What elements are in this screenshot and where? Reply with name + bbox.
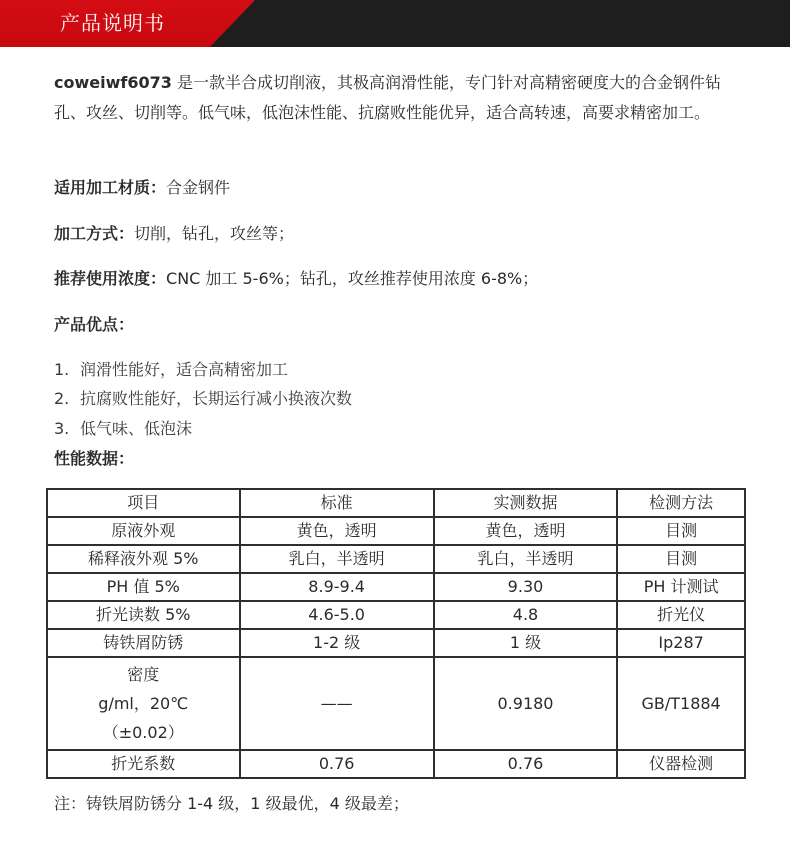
table-row	[47, 601, 745, 629]
table-cell: 黄色，透明	[434, 517, 617, 545]
table-row	[47, 517, 745, 545]
concentration-line	[54, 268, 538, 290]
concentration-label: 推荐使用浓度：	[54, 269, 167, 288]
table-cell: 折光仪	[617, 601, 745, 629]
performance-table	[46, 488, 746, 779]
table-cell: 0.76	[240, 750, 434, 778]
table-cell: 铸铁屑防锈	[47, 629, 240, 657]
density-item-cell	[47, 657, 240, 750]
table-cell: 目测	[617, 545, 745, 573]
method-value: 切削，钻孔，攻丝等；	[134, 224, 295, 243]
footnote: 注：铸铁屑防锈分 1-4 级，1 级最优，4 级最差；	[54, 794, 409, 813]
table-row	[47, 629, 745, 657]
density-tolerance: （±0.02）	[102, 723, 184, 742]
performance-label: 性能数据：	[54, 449, 135, 468]
table-cell: 9.30	[434, 573, 617, 601]
table-cell: PH 值 5%	[47, 573, 240, 601]
advantages-label: 产品优点：	[54, 315, 135, 334]
table-row	[47, 545, 745, 573]
intro-paragraph	[54, 68, 744, 128]
table-row	[47, 573, 745, 601]
table-header-cell: 实测数据	[434, 489, 617, 517]
material-label: 适用加工材质：	[54, 178, 167, 197]
table-cell: 稀释液外观 5%	[47, 545, 240, 573]
table-cell: 0.76	[434, 750, 617, 778]
table-cell: 乳白，半透明	[240, 545, 434, 573]
list-number: 1.	[54, 360, 70, 379]
list-item	[54, 418, 192, 440]
table-cell: GB/T1884	[617, 657, 745, 750]
product-code: coweiwf6073	[54, 73, 172, 92]
method-label: 加工方式：	[54, 224, 135, 243]
table-cell: 1 级	[434, 629, 617, 657]
list-number: 2.	[54, 389, 70, 408]
performance-heading	[54, 448, 134, 470]
list-text: 润滑性能好，适合高精密加工	[80, 360, 289, 379]
table-cell: 原液外观	[47, 517, 240, 545]
page-title: 产品说明书	[60, 11, 165, 35]
table-cell: 折光系数	[47, 750, 240, 778]
table-cell: 0.9180	[434, 657, 617, 750]
table-cell: 仪器检测	[617, 750, 745, 778]
list-item	[54, 388, 352, 410]
table-header-cell: 检测方法	[617, 489, 745, 517]
table-cell: 黄色，透明	[240, 517, 434, 545]
table-header-cell: 标准	[240, 489, 434, 517]
table-cell: ——	[240, 657, 434, 750]
intro-text: 是一款半合成切削液，其极高润滑性能，专门针对高精密硬度大的合金钢件钻孔、攻丝、切削等。低气味，低泡沫性能、抗腐败性能优异，适合高转速，高要求精密加工。	[54, 73, 721, 122]
table-cell: 4.8	[434, 601, 617, 629]
intro-block	[54, 68, 744, 128]
table-header-row	[47, 489, 745, 517]
density-label: 密度	[127, 665, 160, 684]
advantages-heading	[54, 314, 134, 336]
list-text: 抗腐败性能好，长期运行减小换液次数	[80, 389, 353, 408]
table-cell: Ip287	[617, 629, 745, 657]
table-cell: PH 计测试	[617, 573, 745, 601]
table-cell: 4.6-5.0	[240, 601, 434, 629]
list-text: 低气味、低泡沫	[80, 419, 193, 438]
density-unit: g/ml，20℃	[98, 694, 189, 713]
section-header	[0, 0, 790, 47]
concentration-value: CNC 加工 5-6%；钻孔，攻丝推荐使用浓度 6-8%；	[166, 269, 539, 288]
table-row-density	[47, 657, 745, 750]
table-cell: 8.9-9.4	[240, 573, 434, 601]
list-number: 3.	[54, 419, 70, 438]
material-value: 合金钢件	[166, 178, 231, 197]
method-line	[54, 223, 294, 245]
table-cell: 目测	[617, 517, 745, 545]
table-cell: 折光读数 5%	[47, 601, 240, 629]
table-cell: 1-2 级	[240, 629, 434, 657]
table-row	[47, 750, 745, 778]
table-header-cell: 项目	[47, 489, 240, 517]
list-item	[54, 359, 288, 381]
table-cell: 乳白，半透明	[434, 545, 617, 573]
material-line	[54, 177, 230, 199]
